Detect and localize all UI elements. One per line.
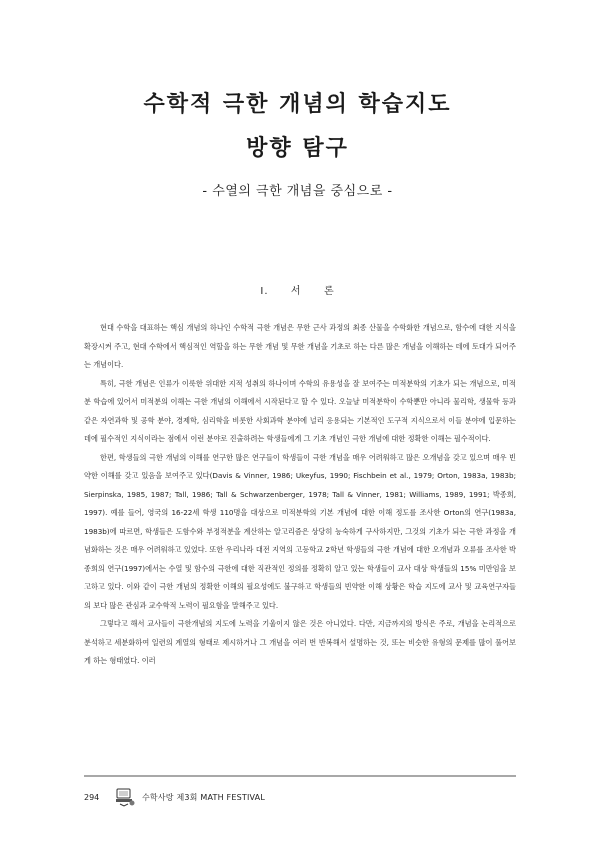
journal-name: 수학사랑 제3회 MATH FESTIVAL <box>142 792 266 802</box>
paragraph: 그렇다고 해서 교사들이 극한개념의 지도에 노력을 기울이지 않은 것은 아니었다. 다만, 지금까지의 방식은 주로, 개념을 논리적으로 분석하고 세분화하여 일련의 계열의 형태로 제시하거나 그 개념을 여러 번 반복해서 설명하는 것, 또는 비슷한 유형의 문제를 많이 풀어보게 하는 형태였다. 이러 <box>84 619 516 665</box>
section-heading-char-2: 론 <box>323 286 335 297</box>
section-heading <box>40 282 555 297</box>
festival-logo-icon <box>114 787 136 807</box>
paragraph: 특히, 극한 개념은 인류가 이룩한 위대한 지적 성취의 하나이며 수학의 유용성을 잘 보여주는 미적분학의 기초가 되는 개념으로, 미적분 학습에 있어서 미적분의 이해는 극한 개념의 이해에서 시작된다고 할 수 있다. 오늘날 미적분학이 수학뿐만 아니라 물리학, 생물학 등과 같은 자연과학 및 공학 분야, 경제학, 심리학을 비롯한 사회과학 분야에 널리 응용되는 기본적인 도구적 지식으로서 이들 분야에 입문하는 데에 필수적인 지식이라는 점에서 이런 분야로 진출하려는 학생들에게 그 기초 개념인 극한 개념에 대한 정확한 이해는 필수적이다. <box>84 378 516 443</box>
section-heading-char-1: 서 <box>290 286 302 297</box>
section-number: I. <box>260 286 269 297</box>
paragraph: 현대 수학을 대표하는 핵심 개념의 하나인 수학적 극한 개념은 무한 근사 과정의 최종 산물을 수학화한 개념으로, 함수에 대한 지식을 확장시켜 주고, 현대 수학에서 핵심적인 역할을 하는 무한 개념 및 무한 개념을 기초로 하는 다른 많은 개념을 이해하는 데에 토대가 되어주는 개념이다. <box>84 323 516 369</box>
paper-title-line-2: 방향 탐구 <box>246 136 349 161</box>
footer-divider <box>84 775 516 777</box>
body-text <box>84 319 516 671</box>
page-number: 294 <box>84 792 100 802</box>
paper-subtitle: - 수열의 극한 개념을 중심으로 - <box>202 184 393 199</box>
page-footer <box>84 786 516 808</box>
paragraph: 한편, 학생들의 극한 개념의 이해를 연구한 많은 연구들이 학생들이 극한 개념을 매우 어려워하고 많은 오개념을 갖고 있으며 매우 빈약한 이해를 갖고 있음을 보여주고 있다(Davis & Vinner, 1986; Ukeyfus, 1990; Fischbein et al., 1979; Orton, 1983a, 1983b; Sierpinska, 1985, 1987; Tall, 1986; Tall & Schwarzenberger, 1978; Tall & Vinner, 1981; Williams, 1989, 1991; 박종희, 1997). 예를 들어, 영국의 16-22세 학생 110명을 대상으로 미적분학의 기본 개념에 대한 이해 정도를 조사한 Orton의 연구(1983a, 1983b)에 따르면, 학생들은 도함수와 부정적분을 계산하는 알고리즘은 상당히 능숙하게 구사하지만, 그것의 기초가 되는 극한 과정을 개념화하는 것은 매우 어려워하고 있었다. 또한 우리나라 대전 지역의 고등학교 2학년 학생들의 극한 개념에 대한 오개념과 오류를 조사한 박종희의 연구(1997)에서는 수열 및 함수의 극한에 대한 직관적인 정의를 정확히 알고 있는 학생들이 교사 대상 학생들의 15% 미만임을 보고하고 있다. 이와 같이 극한 개념의 정확한 이해의 필요성에도 불구하고 학생들의 빈약한 이해 상황은 학습 지도에 교사 및 교육연구자들의 보다 많은 관심과 교수학적 노력이 필요함을 말해주고 있다. <box>84 452 516 610</box>
title-block <box>40 90 555 199</box>
paper-title-line-1: 수학적 극한 개념의 학습지도 <box>143 92 452 117</box>
